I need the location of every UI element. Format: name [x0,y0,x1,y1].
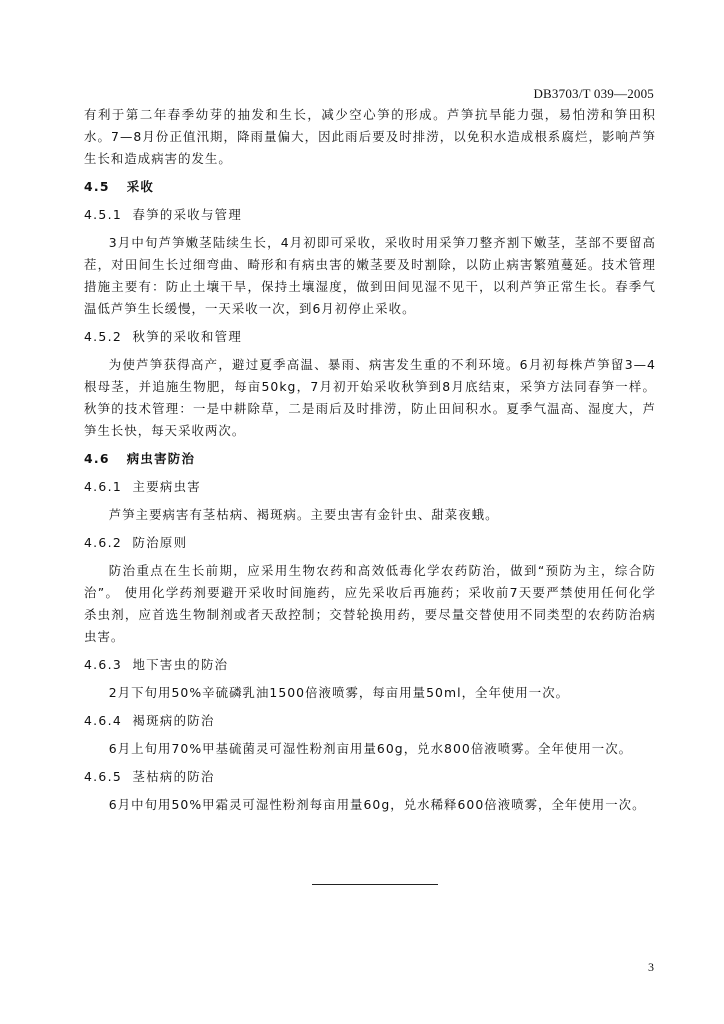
paragraph-4-6-5: 6月中旬用50%甲霜灵可湿性粉剂每亩用量60g，兑水稀释600倍液喷雾，全年使用一次。 [108,797,646,812]
paragraph-4-5-1: 3月中旬芦笋嫩茎陆续生长，4月初即可采收，采收时用采笋刀整齐割下嫩茎，茎部不要留高茬，对田间生长过细弯曲、畸形和有病虫害的嫩茎要及时割除，以防止病害繁殖蔓延。技术管理措施主要有：防止土壤干旱，保持土壤湿度，做到田间见湿不见干，以利芦笋正常生长。春季气温低芦笋生长缓慢，一天采收一次，到6月初停止采收。 [84,235,656,316]
subsection-heading-4-6-3: 4.6.3 地下害虫的防治 [84,657,229,672]
paragraph-4-6-1: 芦笋主要病害有茎枯病、褐斑病。主要虫害有金针虫、甜菜夜蛾。 [108,507,499,522]
document-body [84,104,656,816]
continued-paragraph: 有利于第二年春季幼芽的抽发和生长，减少空心笋的形成。芦笋抗旱能力强，易怕涝和笋田积水。7—8月份正值汛期，降雨量偏大，因此雨后要及时排涝，以免积水造成根系腐烂，影响芦笋生长和造成病害的发生。 [84,107,656,166]
subsection-heading-4-6-5: 4.6.5 茎枯病的防治 [84,769,215,784]
subsection-heading-4-5-2: 4.5.2 秋笋的采收和管理 [84,329,243,344]
paragraph-4-6-3: 2月下旬用50%辛硫磷乳油1500倍液喷雾，每亩用量50ml，全年使用一次。 [108,685,570,700]
subsection-heading-4-5-1: 4.5.1 春笋的采收与管理 [84,207,243,222]
subsection-heading-4-6-1: 4.6.1 主要病虫害 [84,479,201,494]
page-number: 3 [648,960,654,974]
section-heading-4-5: 4.5 采收 [84,179,155,194]
end-rule-divider [312,884,438,885]
paragraph-4-5-2: 为使芦笋获得高产，避过夏季高温、暴雨、病害发生重的不利环境。6月初每株芦笋留3—4根母茎，并追施生物肥，每亩50kg，7月初开始采收秋笋到8月底结束，采笋方法同春笋一样。秋笋的技术管理：一是中耕除草，二是雨后及时排涝，防止田间积水。夏季气温高、湿度大，芦笋生长快，每天采收两次。 [84,357,656,438]
document-code: DB3703/T 039—2005 [533,86,654,101]
paragraph-4-6-4: 6月上旬用70%甲基硫菌灵可湿性粉剂亩用量60g，兑水800倍液喷雾。全年使用一次。 [108,741,633,756]
paragraph-4-6-2: 防治重点在生长前期，应采用生物农药和高效低毒化学农药防治，做到“预防为主，综合防治”。 使用化学药剂要避开采收时间施药，应先采收后再施药；采收前7天要严禁使用任何化学杀虫剂，应首选生物制剂或者天敌控制；交替轮换用药，要尽量交替使用不同类型的农药防治病虫害。 [84,563,656,644]
subsection-heading-4-6-2: 4.6.2 防治原则 [84,535,188,550]
section-heading-4-6: 4.6 病虫害防治 [84,451,196,466]
subsection-heading-4-6-4: 4.6.4 褐斑病的防治 [84,713,215,728]
